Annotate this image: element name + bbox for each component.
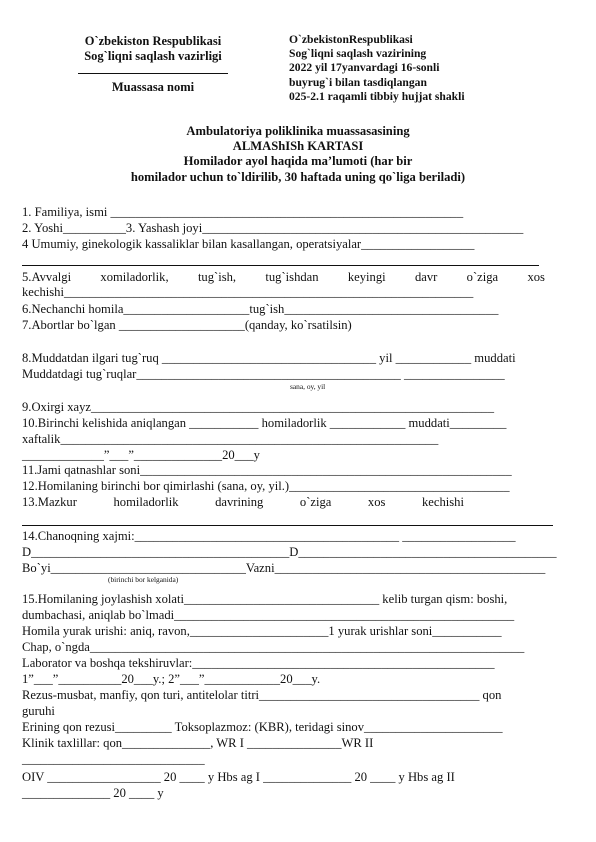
word: o`ziga [466, 270, 499, 284]
field-abortions[interactable]: 7.Abortlar bo`lgan ____________________(qanday, ko`rsatilsin) [22, 318, 352, 332]
approval-order-date: 2022 yil 17yanvardagi 16-sonli [289, 61, 440, 75]
title-line-1: Ambulatoriya poliklinika muassasasining [186, 124, 410, 138]
field-first-movement[interactable]: 12.Homilaning birinchi bor qimirlashi (sana, oy, yil.)___________________________________ [22, 479, 510, 493]
word: 13.Mazkur [22, 495, 77, 509]
hint-date-format: sana, oy, yil [290, 382, 326, 391]
field-presenting-part[interactable]: dumbachasi, aniqlab bo`lmadi______________________________________________________ [22, 608, 515, 622]
word: kechishi [421, 495, 464, 509]
institution-name-blank[interactable] [78, 64, 228, 74]
field-hbs-ii-date[interactable]: ______________ 20 ____ y [22, 786, 164, 800]
approval-ministry: Sog`liqni saqlash vazirining [289, 47, 427, 61]
field-surname-name[interactable]: 1. Familiya, ismi ________________________________________________________ [22, 205, 464, 219]
field-first-visit-term[interactable]: 10.Birinchi kelishida aniqlangan ___________ homiladorlik ____________ muddati_________ [22, 416, 507, 430]
field-fetal-heartbeat[interactable]: Homila yurak urishi: aniq, ravon,______________________1 yurak urishlar soni___________ [22, 624, 502, 638]
header-country: O`zbekiston Respublikasi [84, 34, 222, 48]
field-general-diseases[interactable]: 4 Umumiy, ginekologik kassaliklar bilan kasallangan, operatsiyalar__________________ [22, 237, 475, 251]
field-lab-tests[interactable]: Laborator va boshqa tekshiruvlar:________________________________________________ [22, 656, 495, 670]
field-course-features[interactable] [22, 525, 553, 526]
word: xos [367, 495, 386, 509]
approval-country: O`zbekistonRespublikasi [289, 33, 413, 46]
field-husband-rhesus[interactable]: Erining qon rezusi_________ Toksoplazmoz: (KBR), teridagi sinov______________________ [22, 720, 503, 734]
field-first-visit-date[interactable]: _____________”___”______________20___y [22, 448, 260, 462]
field-last-menstruation[interactable]: 9.Oxirgi xayz________________________________________________________________ [22, 400, 495, 414]
word: homiladorlik [113, 495, 179, 509]
field-age-address[interactable]: 2. Yoshi__________3. Yashash joyi___________________________________________________ [22, 221, 524, 235]
field-heartbeat-side[interactable]: Chap, o`ngda_____________________________________________________________________ [22, 640, 525, 654]
word: tug`ishdan [265, 270, 319, 284]
institution-name-label: Muassasa nomi [111, 80, 195, 94]
field-pregnancy-birth-number[interactable]: 6.Nechanchi homila____________________tug`ish__________________________________ [22, 302, 499, 316]
field-clinical-tests[interactable]: Klinik taxlillar: qon______________, WR I _______________WR II [22, 736, 374, 750]
field-height-weight[interactable]: Bo`yi_______________________________Vazni___________________________________________ [22, 561, 546, 575]
approval-form-code: 025-2.1 raqamli tibbiy hujjat shakli [289, 89, 465, 103]
field-pelvis-d[interactable]: D_________________________________________D_________________________________________ [22, 545, 557, 559]
document-title [0, 124, 596, 185]
field-previous-pregnancies[interactable]: kechishi_________________________________________________________________ [22, 285, 474, 299]
field-wr-ii[interactable]: _____________________________ [22, 752, 205, 766]
word: o`ziga [299, 495, 332, 509]
field-total-visits[interactable]: 11.Jami qatnashlar soni___________________________________________________________ [22, 463, 512, 477]
field-weeks[interactable]: xaftalik____________________________________________________________ [22, 432, 439, 446]
header-ministry-block [64, 34, 242, 95]
field-course-features-row [22, 495, 464, 510]
word: tug`ish, [197, 270, 237, 284]
field-rhesus-blood-type[interactable]: Rezus-musbat, manfiy, qon turi, antitelolar titri___________________________________ qon [22, 688, 502, 702]
field-previous-pregnancies-row [22, 270, 545, 285]
hint-first-visit: (birinchi bor kelganida) [108, 575, 179, 584]
header-ministry: Sog`liqni saqlash vazirligi [84, 49, 222, 63]
word: davrining [215, 495, 264, 509]
word: xos [527, 270, 545, 284]
field-lab-test-dates[interactable]: 1”___”__________20___y.; 2”___”____________20___y. [22, 672, 321, 686]
word: davr [414, 270, 438, 284]
field-blood-group: guruhi [22, 704, 55, 718]
title-line-3: Homilador ayol haqida ma’lumoti (har bir [183, 154, 413, 169]
field-general-diseases-continuation[interactable] [22, 265, 539, 266]
word: 5.Avvalgi [22, 270, 72, 284]
title-line-2: ALMAShISh KARTASI [232, 139, 364, 154]
field-fetal-position[interactable]: 15.Homilaning joylashish xolati_______________________________ kelib turgan qism: boshi, [22, 592, 508, 606]
header-approval-block [289, 33, 465, 104]
title-line-4: homilador uchun to`ldirilib, 30 haftada uning qo`liga beriladi) [130, 169, 466, 184]
word: keyingi [347, 270, 386, 284]
word: xomiladorlik, [100, 270, 169, 284]
field-pelvis-size[interactable]: 14.Chanoqning xajmi:__________________________________________ __________________ [22, 529, 516, 543]
field-hiv-hbs[interactable]: OIV __________________ 20 ____ y Hbs ag I ______________ 20 ____ y Hbs ag II [22, 770, 455, 784]
field-premature-birth[interactable]: 8.Muddatdan ilgari tug`ruq __________________________________ yil ____________ muddati [22, 351, 516, 365]
approval-order-text: buyrug`i bilan tasdiqlangan [289, 75, 427, 89]
field-term-births[interactable]: Muddatdagi tug`ruqlar__________________________________________ ________________ [22, 367, 505, 381]
